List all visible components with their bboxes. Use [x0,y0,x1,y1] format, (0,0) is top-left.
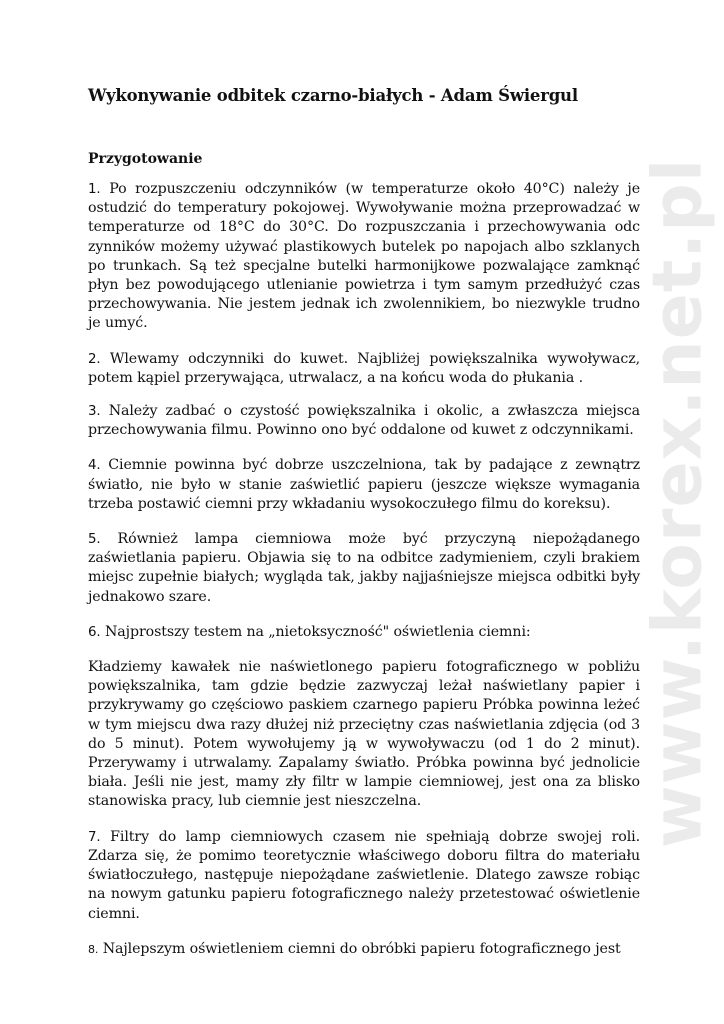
paragraph-6-body [88,658,640,812]
paragraph-number: 1. [88,182,101,197]
paragraph-text: Również lampa ciemniowa może być przyczyną niepożądanego zaświetlania papieru. Objawia się to na odbitce zadymieniem, czyli brakiem miejsc zupełnie białych; wygląda tak, jakby najjaśniejsze miejsca odbitki były jednakowo szare. [88,531,640,605]
paragraph-number: 7. [88,829,101,845]
paragraph-text: Ciemnie powinna być dobrze uszczelniona, tak by padające z zewnątrz światło, nie było w stanie zaświetlić papieru (jeszcze większe wymagania trzeba postawić ciemni przy wkładaniu wysokoczułego filmu do koreksu). [88,457,640,512]
paragraph-text: Należy zadbać o czystość powiększalnika i okolic, a zwłaszcza miejsca przechowywania filmu. Powinno ono być oddalone od kuwet z odczynnikami. [88,403,640,439]
paragraph-1 [88,180,640,334]
paragraph-4 [88,456,640,514]
document-title: Wykonywanie odbitek czarno-białych - Adam Świergul [88,86,578,105]
paragraph-3 [88,402,640,440]
paragraph-6 [88,623,640,642]
paragraph-5 [88,530,640,607]
paragraph-number: 6. [88,624,101,640]
watermark-text: www.korex.net.pl [638,158,718,848]
paragraph-text: Filtry do lamp ciemniowych czasem nie spełniają dobrze swojej roli. Zdarza się, że pomimo teoretycznie właściwego doboru filtra do materiału światłoczułego, następuje niepożądane zaświetlenie. Dlatego zawsze robiąc na nowym gatunku papieru fotograficznego należy przetestować oświetlenie ciemni. [88,828,640,922]
paragraph-text: Kładziemy kawałek nie naświetlonego papieru fotograficznego w pobliżu powiększalnika, tam gdzie będzie zazwyczaj leżał naświetlany papier i przykrywamy go częściowo paskiem czarnego papieru Próbka powinna leżeć w tym miejscu dwa razy dłużej niż przeciętny czas naświetlania zdjęcia (od 3 do 5 minut). Potem wywołujemy ją w wywoływaczu (od 1 do 2 minut). Przerywamy i utrwalamy. Zapalamy światło. Próbka powinna być jednolicie biała. Jeśli nie jest, mamy zły filtr w lampie ciemniowej, jest ona za blisko stanowiska pracy, lub ciemnie jest nieszczelna. [88,659,640,810]
paragraph-number: 5. [88,532,101,548]
document-body [88,86,640,959]
paragraph-text: Wlewamy odczynniki do kuwet. Najbliżej powiększalnika wywoływacz, potem kąpiel przerywająca, utrwalacz, a na końcu woda do płukania . [88,350,640,386]
paragraph-7 [88,828,640,924]
paragraph-text: Najlepszym oświetleniem ciemni do obróbki papieru fotograficznego jest [98,940,621,957]
paragraph-number: 8. [88,942,99,956]
watermark [628,158,724,848]
section-heading: Przygotowanie [88,151,203,167]
paragraph-2 [88,350,640,388]
paragraph-number: 2. [88,351,101,367]
paragraph-text: Po rozpuszczeniu odczynników (w temperaturze około 40°C) należy je ostudzić do temperatury pokojowej. Wywoływanie można przeprowadzać w temperaturze od 18°C do 30°C. Do rozpuszczania i przechowywania odc zynników możemy używać plastikowych butelek po napojach albo szklanych po trunkach. Są też specjalne butelki harmonijkowe pozwalające zamknąć płyn bez powodującego utlenianie powietrza i tym samym przedłużyć czas przechowywania. Nie jestem jednak ich zwolennikiem, bo niezwykle trudno je umyć. [88,181,640,332]
paragraph-number: 3. [88,404,101,420]
paragraph-text: Najprostszy testem na „nietoksyczność" oświetlenia ciemni: [100,623,531,640]
paragraph-8 [88,940,640,959]
paragraph-number: 4. [88,458,101,474]
